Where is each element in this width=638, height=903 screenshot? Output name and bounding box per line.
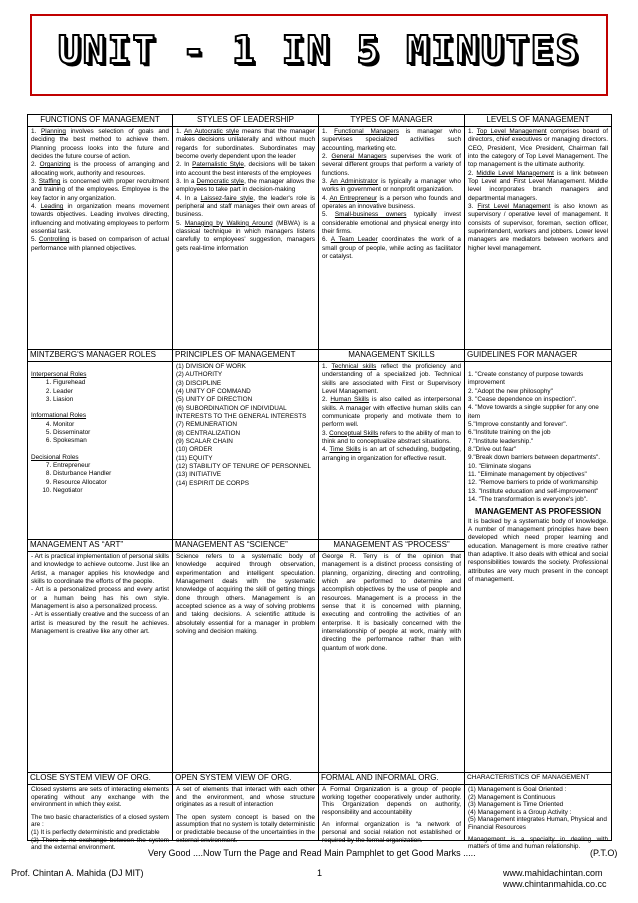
guideline-item: 5."Improve constantly and forever". (468, 421, 568, 429)
role-item: 9. Resource Allocator (53, 479, 169, 487)
website-link[interactable]: www.mahidachintan.com (503, 868, 603, 878)
skill-item: 4. Time Skills is an art of scheduling, budgeting, arranging in organization for effective result. (322, 446, 461, 462)
principle-item: (6) SUBORDINATION OF INDIVIDUAL INTERESTS TO THE GENERAL INTERESTS (176, 404, 307, 421)
header-functions: FUNCTIONS OF MANAGEMENT (28, 115, 173, 127)
footer-websites (503, 868, 607, 890)
science-cell (173, 552, 319, 773)
characteristic-item: (1) Management is Goal Oriented : (468, 786, 567, 793)
guideline-item: 11. "Eliminate management by objectives" (468, 471, 587, 479)
style-item: 1. An Autocratic style means that the manager makes decisions unilaterally and without much regards for subordinates. Subordinates may become overly dependent upon the leader (176, 128, 315, 161)
art-cell (28, 552, 173, 773)
style-item: 2. In Paternalistic Style, decisions will be taken into account the best interests of the employees (176, 161, 315, 177)
level-item: 2. Middle Level Management is a link between Top Level and First Level Management. Middle level incorporates branch managers and departmental managers. (468, 169, 608, 202)
footer-message: Very Good ....Now Turn the Page and Read Main Pamphlet to get Good Marks ..... (148, 848, 476, 858)
page-title: UNIT - 1 IN 5 MINUTES (57, 28, 581, 72)
type-item: 5. Small-business owners typically invest considerable emotional and physical energy into their firms. (322, 211, 461, 236)
header-levels: LEVELS OF MANAGEMENT (465, 115, 611, 127)
guideline-item: 4. "Move towards a single supplier for any one item (468, 404, 599, 420)
open-system-text: The open system concept is based on the assumption that no system is totally deterministic or predictable because of the uncertainties in the external environment. (176, 813, 315, 844)
role-item: 4. Monitor (53, 421, 169, 429)
principle-item: (11) EQUITY (176, 454, 213, 462)
title-banner (30, 14, 608, 96)
characteristic-item: Management is a specialty in dealing with matters of time and human relationship. (468, 835, 608, 851)
header-art: MANAGEMENT AS “ART” (28, 540, 173, 552)
header-profession: MANAGEMENT AS PROFESSION (475, 506, 601, 516)
principle-item: (13) INITIATIVE (176, 471, 221, 479)
style-item: 5. Managing by Walking Around (MBWA) is a classical technique in which managers listens carefully to employees' suggestion, managers gets real-time information (176, 219, 315, 252)
header-principles: PRINCIPLES OF MANAGEMENT (173, 350, 319, 362)
guideline-item: 12. "Remove barriers to pride of workmanship (468, 479, 598, 487)
header-guidelines: GUIDELINES FOR MANAGER (465, 350, 611, 362)
mintzberg-cell (28, 362, 173, 540)
skills-cell (319, 362, 465, 540)
header-types: TYPES OF MANAGER (319, 115, 465, 127)
characteristic-item: (2) Management is Continuous (468, 793, 556, 801)
guideline-item: 2. "Adopt the new philosophy" (468, 387, 553, 395)
profession-text: It is backed by a systematic body of knowledge. A number of management principles have been developed which need proper learning and education. Management is more creative rather than adaptive. It also deals with ethical and social responsibilities towards the society. Professional attributes are very much present in the concept of management. (468, 517, 608, 583)
header-styles: STYLES OF LEADERSHIP (173, 115, 319, 127)
header-open-system: OPEN SYSTEM VIEW OF ORG. (173, 773, 319, 785)
principle-item: (5) UNITY OF DIRECTION (176, 396, 253, 404)
role-item: 8. Disturbance Handler (53, 470, 169, 478)
principle-item: (14) ESPIRIT DE CORPS (176, 479, 250, 487)
skill-item: 1. Technical skills reflect the proficiency and understanding of a specialized job. Technical skills are associated with First or Supervisory Level Management. (322, 363, 461, 396)
principle-item: (8) CENTRALIZATION (176, 429, 241, 437)
function-item: 5. Controlling is based on comparison of actual performance with planned objectives. (31, 236, 169, 252)
function-item: 3. Staffing is concerned with proper recruitment and training of the employees. Employee is the key factor in any organization. (31, 178, 170, 202)
role-item: 5. Disseminator (53, 429, 169, 437)
header-formal-informal: FORMAL AND INFORMAL ORG. (319, 773, 465, 785)
closed-system-text: (2) There is no exchange between the system and the external environment. (31, 836, 169, 852)
styles-cell (173, 127, 319, 350)
art-paragraph: - Art is a personalized process and every artist or a human being has his own style. Management is also a personalized process. (31, 586, 169, 611)
guideline-item: 14. "The transformation is everyone's job". (468, 496, 588, 504)
characteristic-item: (3) Management is Time Oriented (468, 801, 564, 809)
footer-author: Prof. Chintan A. Mahida (DJ MIT) (11, 868, 144, 878)
guideline-item: 7."Institute leadership." (468, 437, 534, 445)
role-item: 7. Entrepreneur (53, 462, 169, 470)
characteristics-cell (465, 785, 611, 851)
type-item: 1. Functional Managers is manager who supervises specialized activities such accounting, marketing etc. (322, 128, 461, 152)
principle-item: (1) DIVISION OF WORK (176, 363, 246, 370)
closed-system-cell (28, 785, 173, 852)
function-item: 1. Planning involves selection of goals and deciding the best method to achieve them. Planning process looks into the future and decides the future course of action. (31, 128, 169, 161)
characteristic-item: (5) Management integrates Human, Physical and Financial Resources (468, 816, 607, 831)
guideline-item: 3. "Cease dependence on inspection". (468, 396, 577, 404)
guideline-item: 13. "Institute education and self-improvement" (468, 487, 599, 495)
informational-roles-title: Informational Roles (31, 412, 87, 420)
role-item: 3. Liasion (53, 396, 169, 404)
role-item: 10. Negotiator (53, 487, 169, 495)
function-item: 4. Leading in organization means movement towards objectives. Leading involves directing, influencing and motivating employees to perform essential task. (31, 203, 169, 236)
level-item: 1. Top Level Management comprises board of directors, chief executives or managing directors. CEO, President, Vice President, Chairman fall into the category of Top Level Management. The top management is the ultimate authority. (468, 128, 608, 169)
process-cell (319, 552, 465, 773)
page-number: 1 (317, 868, 323, 878)
principles-cell (173, 362, 319, 540)
header-skills: MANAGEMENT SKILLS (319, 350, 465, 362)
level-item: 3. First Level Management is also known as supervisory / operative level of management. It consists of supervisor, foreman, section officer, superintendent, workers and jobbers. Lower level managers are mediators between workers and higher level management. (468, 203, 608, 252)
style-item: 4. In a Laissez-faire style, the leader's role is peripheral and staff manages their own areas of business. (176, 194, 315, 219)
skill-item: 2. Human Skills is also called as interpersonal skills. A manager with effective human skills can communicate properly and motivate them to perform well. (322, 396, 461, 429)
footer-pto: (P.T.O) (590, 848, 618, 858)
process-text: George R. Terry is of the opinion that management is a distinct process consisting of planning, organizing, directing and controlling, which are performed to determine and accomplish objectives by the use of people and resources. Management is a process in the sense that it is concerned with planning, executing and controlling the activities of an enterprise. It is basically concerned with the interrelationship of people at work, mainly with directing the performance rather than with quantum of work done. (322, 553, 461, 652)
principle-item: (7) REMUNERATION (176, 421, 237, 429)
closed-system-text: Closed systems are sets of interacting elements operating without any exchange with the environment in which they exist. (31, 786, 169, 809)
principle-item: (12) STABILITY OF TENURE OF PERSONNEL (176, 463, 311, 471)
website-link[interactable]: www.chintanmahida.co.cc (503, 879, 607, 889)
guideline-item: 6."Institute training on the job (468, 429, 551, 437)
guideline-item: 9."Break down barriers between departments". (468, 454, 601, 462)
levels-cell (465, 127, 611, 350)
science-text: Science refers to a systematic body of knowledge acquired through observation, experimentation and intelligent speculation. Management deals with the systematic knowledge of acquiring the skill of getting things done through others. Management is an accepted science as a way of solving problems and taking decisions. A scientific attitude is absolutely essential for a manager in problem solving and decision making. (176, 553, 315, 636)
characteristic-item: (4) Management is a Group Activity : (468, 808, 572, 816)
header-science: MANAGEMENT AS “SCIENCE” (173, 540, 319, 552)
header-closed-system: CLOSE SYSTEM VIEW OF ORG. (28, 773, 173, 785)
type-item: 2. General Managers supervises the work of several different groups that perform a variety of functions. (322, 153, 461, 177)
header-mintzberg: MINTZBERG'S MANAGER ROLES (28, 350, 173, 362)
principle-item: (4) UNITY OF COMMAND (176, 388, 251, 396)
role-item: 1. Figurehead (53, 379, 169, 387)
type-item: 3. An Administrator is typically a manager who works in government or nonprofit organization. (322, 178, 461, 194)
types-cell (319, 127, 465, 350)
open-system-text: A set of elements that interact with each other and the environment, and whose structure originates as a result of interaction (176, 786, 315, 809)
guideline-item: 8."Drive out fear" (468, 446, 517, 454)
principle-item: (9) SCALAR CHAIN (176, 438, 233, 446)
role-item: 2. Leader (53, 388, 169, 396)
type-item: 6. A Team Leader coordinates the work of a small group of people, while acting as facilitator or catalyst. (322, 236, 461, 261)
principle-item: (2) AUTHORITY (176, 371, 223, 379)
informal-org-text: An informal organization is “a network of personal and social relation not established or required by the formal organization. (322, 821, 461, 844)
closed-system-text: The two basic characteristics of a closed system are : (31, 813, 169, 829)
style-item: 3. In a Democratic style, the manager allows the employees to take part in decision-making (176, 178, 315, 194)
guidelines-cell (465, 362, 611, 773)
guideline-item: 10. "Eliminate slogans (468, 462, 532, 470)
header-process: MANAGEMENT AS “PROCESS” (319, 540, 465, 552)
art-paragraph: - Art is essentially creative and the success of an artist is measured by the result he achieves. Management is creative like any other art. (31, 611, 169, 636)
skill-item: 3. Conceptual Skills refers to the ability of man to think and to conceptualize abstract situations. (322, 429, 461, 446)
content-grid (27, 114, 612, 852)
interpersonal-roles-title: Interpersonal Roles (31, 371, 87, 378)
formal-org-text: A Formal Organization is a group of people working together cooperatively under authority. This Organization depends on authority, responsibility and accountability (322, 786, 461, 816)
closed-system-text: (1) It is perfectly deterministic and predictable (31, 828, 160, 836)
type-item: 4. An Entrepreneur is a person who founds and operates an innovative business. (322, 194, 461, 211)
functions-cell (28, 127, 173, 350)
open-system-cell (173, 785, 319, 844)
principle-item: (3) DISCIPLINE (176, 379, 222, 387)
function-item: 2. Organizing is the process of arranging and allocating work, authority and resources. (31, 161, 169, 177)
guideline-item: 1. "Create constancy of purpose towards improvement (468, 371, 584, 387)
formal-informal-cell (319, 785, 465, 844)
decisional-roles-title: Decisional Roles (31, 453, 79, 461)
header-characteristics: CHARACTERISTICS OF MANAGEMENT (465, 773, 611, 785)
art-paragraph: - Art is practical implementation of personal skills and knowledge to achieve outcome. Just like an Artist, a manager applies his knowledge and skills to coordinate the efforts of the people. (31, 553, 169, 586)
principle-item: (10) ORDER (176, 446, 213, 454)
role-item: 6. Spokesman (53, 437, 169, 445)
